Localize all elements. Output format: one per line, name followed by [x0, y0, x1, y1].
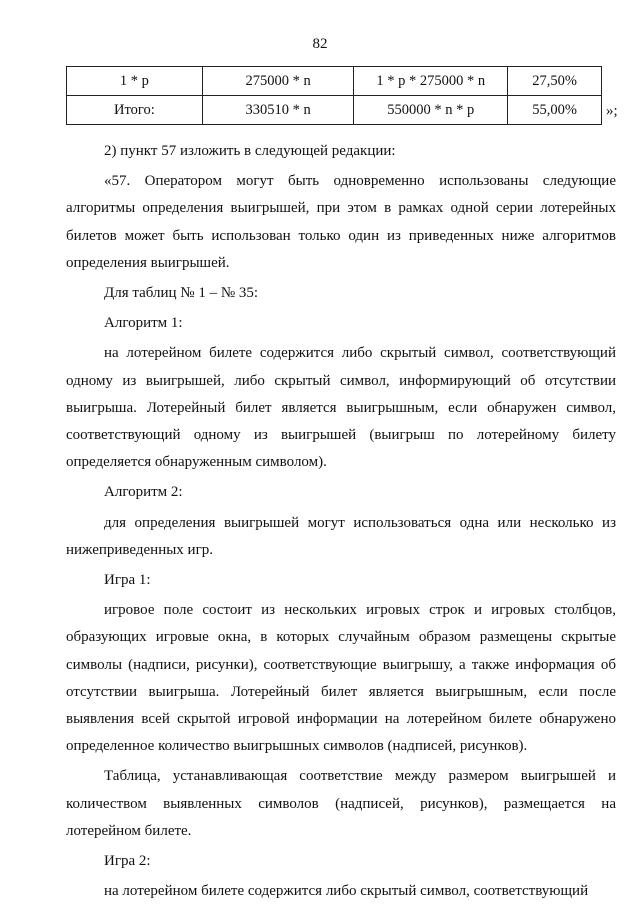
table-cell: 1 * р [67, 67, 203, 96]
paragraph: Игра 2: [104, 853, 151, 870]
paragraph: Для таблиц № 1 – № 35: [104, 285, 259, 302]
paragraph: 2) пункт 57 изложить в следующей редакции: [104, 143, 396, 159]
paragraph: на лотерейном билете содержится либо скрытый символ, соответствующий одному из выигрышей, либо скрытый символ, информирующий об отсутствии выигрыша. Лотерейный билет является выигрышным, если обнаружен символ, соответствующий одному из выигрышей (выигрыш по лотерейному билету определяется обнаруженным символом). [66, 345, 616, 471]
table-cell: 550000 * n * р [354, 96, 508, 125]
page-number: 82 [312, 36, 328, 52]
paragraph: Игра 1: [104, 572, 151, 589]
table-cell: 330510 * n [202, 96, 354, 125]
paragraph: Таблица, устанавливающая соответствие между размером выигрышей и количеством выявленных символов (надписей, рисунков), размещается на лотерейном билете. [66, 768, 616, 839]
table-row [67, 96, 602, 125]
table-cell: Итого: [67, 96, 203, 125]
paragraph: на лотерейном билете содержится либо скрытый символ, соответствующий [104, 883, 589, 900]
table-cell: 275000 * n [202, 67, 354, 96]
paragraph: Алгоритм 1: [104, 315, 183, 332]
paragraph: игровое поле состоит из нескольких игровых строк и игровых столбцов, образующих игровые окна, в которых случайным образом размещены скрытые символы (надписи, рисунки), соответствующие выигрышу, а также информация об отсутствии выигрыша. Лотерейный билет является выигрышным, если после выявления всей скрытой игровой информации на лотерейном билете обнаружено определенное количество выигрышных символов (надписей, рисунков). [66, 602, 616, 755]
table-row [67, 67, 602, 96]
table-cell: 27,50% [508, 67, 602, 96]
table-cell: 1 * р * 275000 * n [354, 67, 508, 96]
paragraph: Алгоритм 2: [104, 484, 183, 501]
table-closing-quote: »; [606, 103, 618, 119]
body-text [66, 138, 616, 905]
prize-table [66, 66, 602, 125]
table-cell: 55,00% [508, 96, 602, 125]
paragraph: «57. Оператором могут быть одновременно использованы следующие алгоритмы определения выигрышей, при этом в рамках одной серии лотерейных билетов может быть использован только один из приведенных ниже алгоритмов определения выигрышей. [66, 173, 616, 271]
paragraph: для определения выигрышей могут использоваться одна или несколько из нижеприведенных игр. [66, 514, 616, 558]
